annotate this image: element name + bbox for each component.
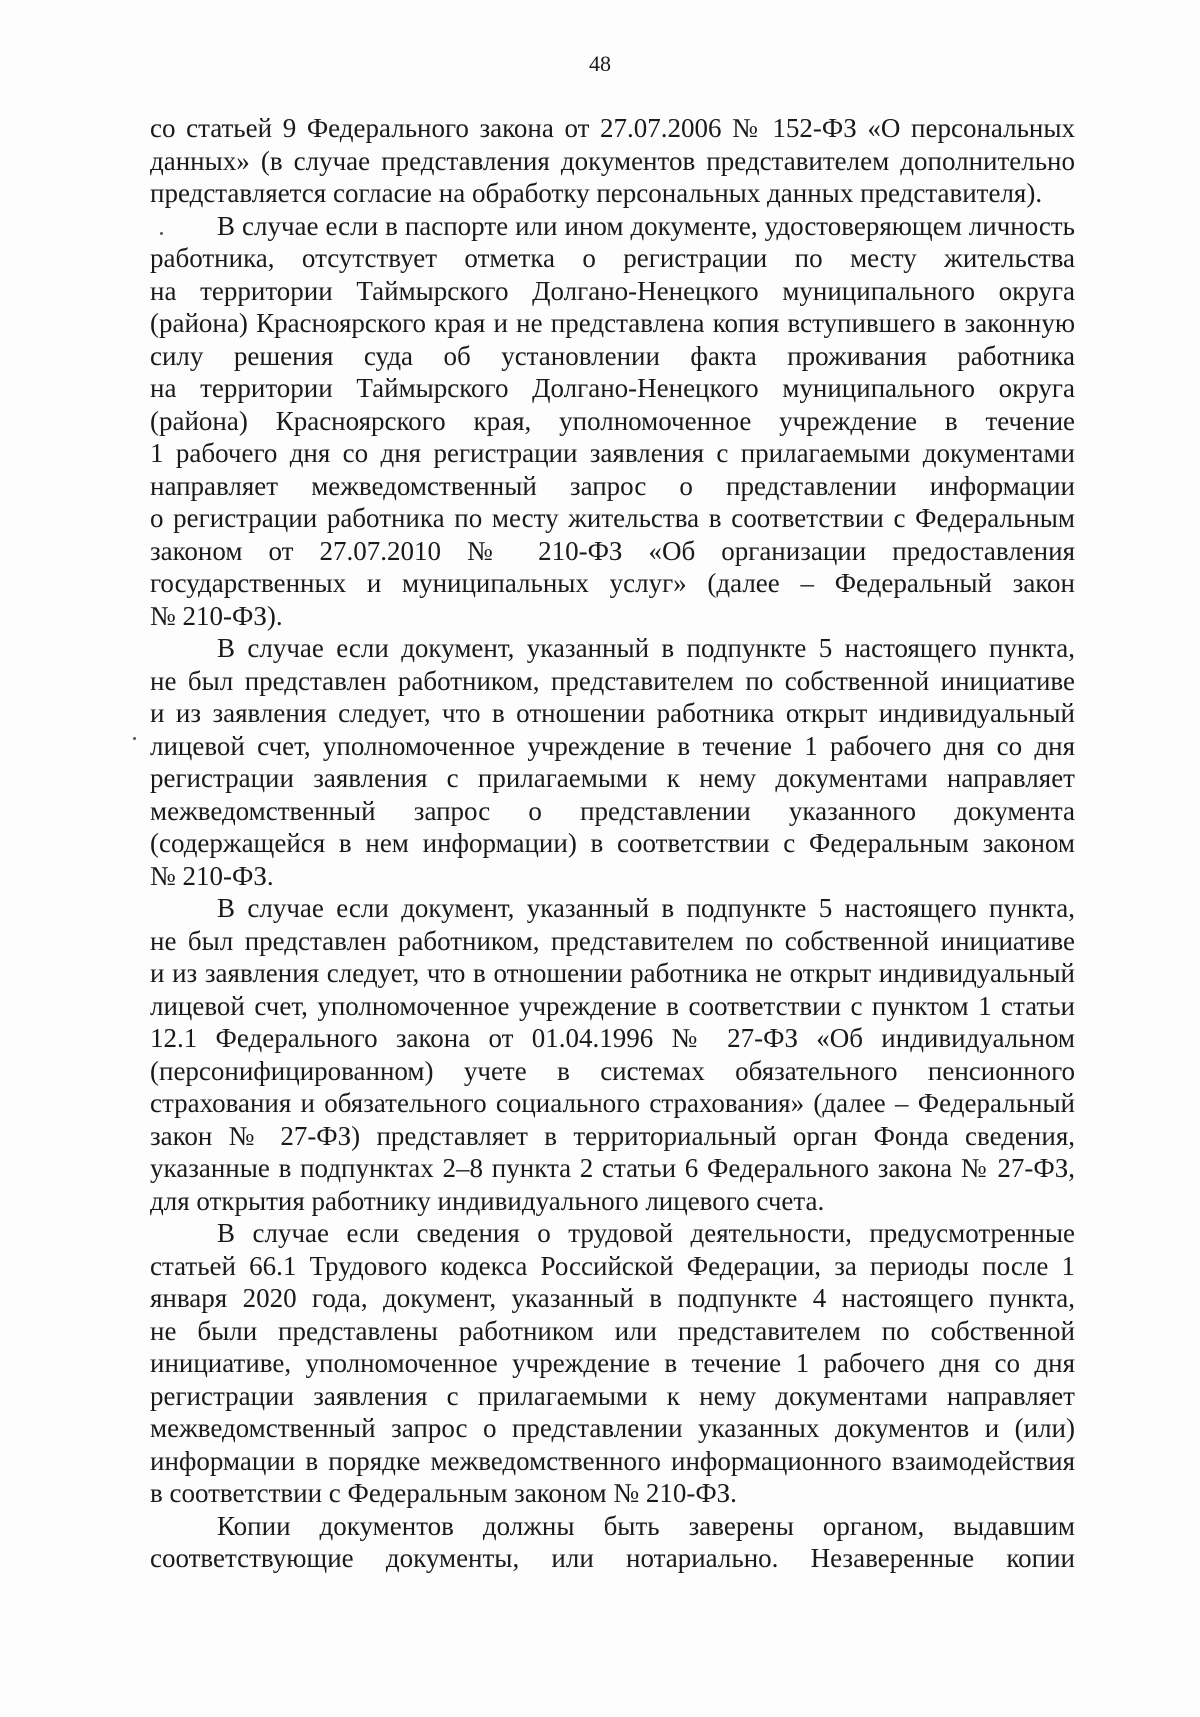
text-line: для открытия работнику индивидуального лицевого счета. [150, 1185, 825, 1216]
scan-speck [160, 232, 163, 235]
text-line: № 210-ФЗ. [150, 860, 274, 891]
text-line: указанные в подпунктах 2–8 пункта 2 статьи 6 Федерального закона № 27-ФЗ, [150, 1153, 1075, 1183]
text-line: инициативе, уполномоченное учреждение в течение 1 рабочего дня со дня [150, 1348, 1075, 1378]
text-line: на территории Таймырского Долгано-Ненецкого муниципального округа [150, 275, 1075, 306]
text-line: № 210-ФЗ). [150, 600, 283, 631]
text-line: не был представлен работником, представителем по собственной инициативе [150, 925, 1075, 956]
paragraph-first-line: В случае если документ, указанный в подпункте 5 настоящего пункта, [217, 893, 1075, 923]
text-line: представляется согласие на обработку персональных данных представителя). [150, 178, 1043, 208]
text-line: (района) Красноярского края и не представлена копия вступившего в законную [150, 308, 1075, 338]
text-line: законом от 27.07.2010 № 210-ФЗ «Об организации предоставления [150, 535, 1075, 566]
text-line: (района) Красноярского края, уполномоченное учреждение в течение [150, 405, 1075, 436]
text-line: лицевой счет, уполномоченное учреждение в течение 1 рабочего дня со дня [150, 730, 1075, 761]
document-body [150, 112, 1075, 1575]
text-line: информации в порядке межведомственного информационного взаимодействия [150, 1445, 1075, 1476]
text-line: и из заявления следует, что в отношении работника не открыт индивидуальный [150, 958, 1075, 988]
text-line: 12.1 Федерального закона от 01.04.1996 № 27-ФЗ «Об индивидуальном [150, 1023, 1075, 1053]
text-line: о регистрации работника по месту жительства в соответствии с Федеральным [150, 503, 1075, 533]
page-number: 48 [589, 51, 611, 76]
text-line: (персонифицированном) учете в системах обязательного пенсионного [150, 1055, 1075, 1086]
text-line: в соответствии с Федеральным законом № 210-ФЗ. [150, 1478, 737, 1508]
scan-speck [133, 737, 136, 740]
text-line: регистрации заявления с прилагаемыми к нему документами направляет [150, 1380, 1075, 1411]
text-line: межведомственный запрос о представлении указанного документа [150, 795, 1075, 826]
text-line: регистрации заявления с прилагаемыми к нему документами направляет [150, 763, 1075, 793]
text-line: государственных и муниципальных услуг» (далее – Федеральный закон [150, 568, 1075, 598]
paragraph-first-line: В случае если документ, указанный в подпункте 5 настоящего пункта, [217, 633, 1075, 663]
text-line: января 2020 года, документ, указанный в подпункте 4 настоящего пункта, [150, 1283, 1075, 1313]
text-line: 1 рабочего дня со дня регистрации заявления с прилагаемыми документами [150, 438, 1075, 468]
text-line: не был представлен работником, представителем по собственной инициативе [150, 665, 1075, 696]
text-line: закон № 27-ФЗ) представляет в территориальный орган Фонда сведения, [150, 1120, 1075, 1151]
paragraph-first-line: Копии документов должны быть заверены органом, выдавшим [217, 1510, 1075, 1541]
text-line: страхования и обязательного социального страхования» (далее – Федеральный [150, 1088, 1075, 1118]
text-line: данных» (в случае представления документов представителем дополнительно [150, 145, 1075, 176]
text-line: (содержащейся в нем информации) в соответствии с Федеральным законом [150, 828, 1075, 858]
text-line: направляет межведомственный запрос о представлении информации [150, 470, 1075, 501]
text-line: со статьей 9 Федерального закона от 27.07.2006 № 152-ФЗ «О персональных [150, 113, 1075, 143]
text-line: статьей 66.1 Трудового кодекса Российской Федерации, за периоды после 1 [150, 1250, 1075, 1281]
paragraph-first-line: В случае если в паспорте или ином документе, удостоверяющем личность [217, 210, 1075, 241]
text-line: лицевой счет, уполномоченное учреждение в соответствии с пунктом 1 статьи [150, 990, 1075, 1021]
paragraph-first-line: В случае если сведения о трудовой деятельности, предусмотренные [217, 1218, 1075, 1248]
text-line: не были представлены работником или представителем по собственной [150, 1315, 1075, 1346]
text-line: и из заявления следует, что в отношении работника открыт индивидуальный [150, 698, 1075, 728]
text-line: соответствующие документы, или нотариально. Незаверенные копии [150, 1543, 1075, 1573]
text-line: силу решения суда об установлении факта проживания работника [150, 340, 1075, 371]
text-line: на территории Таймырского Долгано-Ненецкого муниципального округа [150, 373, 1075, 403]
text-line: межведомственный запрос о представлении указанных документов и (или) [150, 1413, 1075, 1443]
text-line: работника, отсутствует отметка о регистрации по месту жительства [150, 243, 1075, 273]
